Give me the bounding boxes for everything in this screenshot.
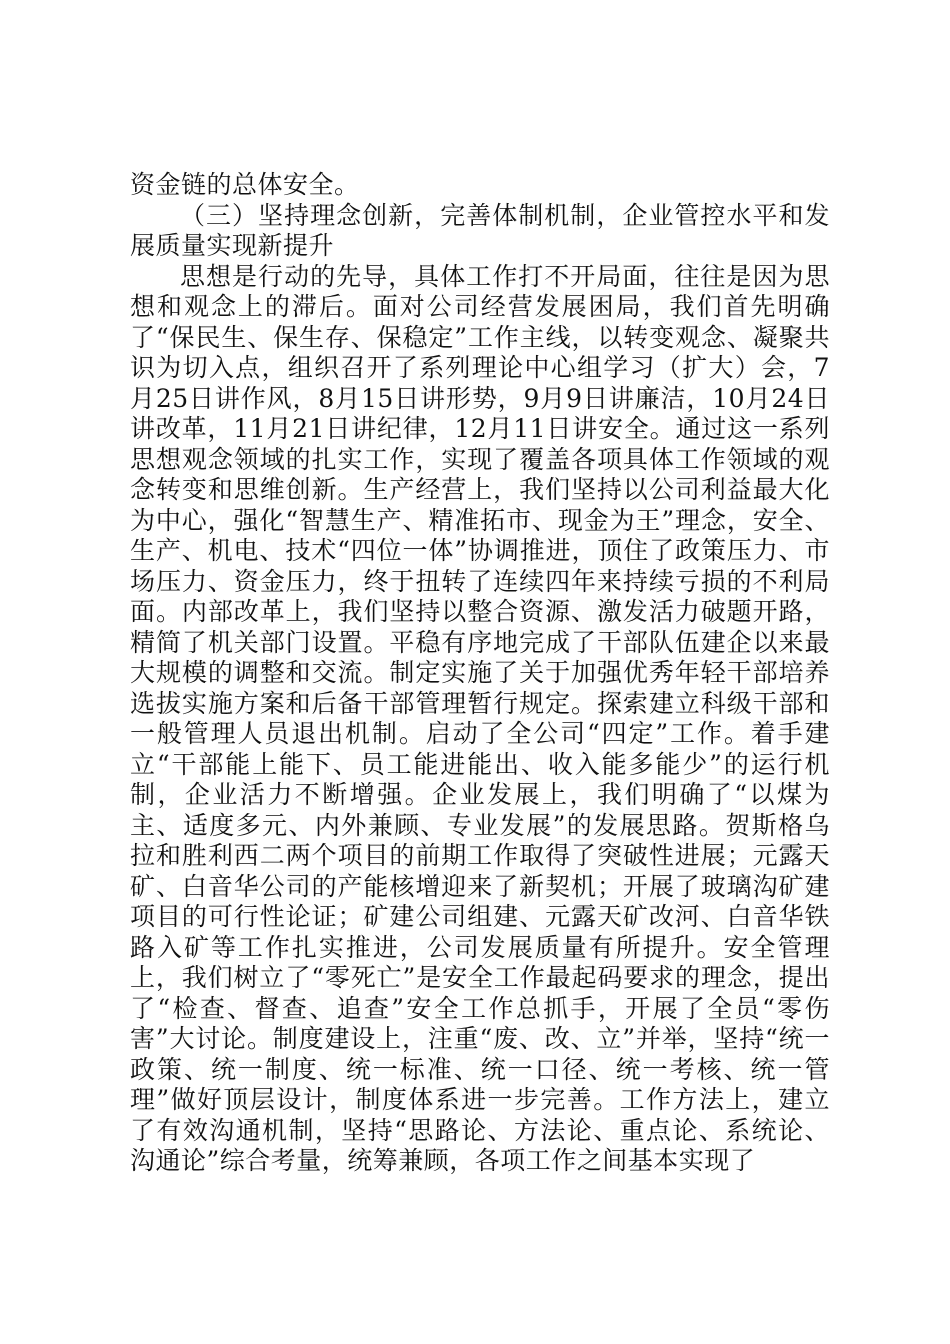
section-heading: （三）坚持理念创新，完善体制机制，企业管控水平和发展质量实现新提升 xyxy=(130,200,830,260)
continuation-text: 资金链的总体安全。 xyxy=(130,170,360,199)
body-paragraph: 思想是行动的先导，具体工作打不开局面，往往是因为思想和观念上的滞后。面对公司经营发展困局，我们首先明确了“保民生、保生存、保稳定”工作主线，以转变观念、凝聚共识为切入点，组织召开了系列理论中心组学习（扩大）会，7月25日讲作风，8月15日讲形势，9月9日讲廉洁，10月24日讲改革，11月21日讲纪律，12月11日讲安全。通过这一系列思想观念领域的扎实工作，实现了覆盖各项具体工作领域的观念转变和思维创新。生产经营上，我们坚持以公司利益最大化为中心，强化“智慧生产、精准拓市、现金为王”理念，安全、生产、机电、技术“四位一体”协调推进，顶住了政策压力、市场压力、资金压力，终于扭转了连续四年来持续亏损的不利局面。内部改革上，我们坚持以整合资源、激发活力破题开路，精简了机关部门设置。平稳有序地完成了干部队伍建企以来最大规模的调整和交流。制定实施了关于加强优秀年轻干部培养选拔实施方案和后备干部管理暂行规定。探索建立科级干部和一般管理人员退出机制。启动了全公司“四定”工作。着手建立“干部能上能下、员工能进能出、收入能多能少”的运行机制，企业活力不断增强。企业发展上，我们明确了“以煤为主、适度多元、内外兼顾、专业发展”的发展思路。贺斯格乌拉和胜利西二两个项目的前期工作取得了突破性进展；元露天矿、白音华公司的产能核增迎来了新契机；开展了玻璃沟矿建项目的可行性论证；矿建公司组建、元露天矿改河、白音华铁路入矿等工作扎实推进，公司发展质量有所提升。安全管理上，我们树立了“零死亡”是安全工作最起码要求的理念，提出了“检查、督查、追查”安全工作总抓手，开展了全员“零伤害”大讨论。制度建设上，注重“废、改、立”并举，坚持“统一政策、统一制度、统一标准、统一口径、统一考核、统一管理”做好顶层设计，制度体系进一步完善。工作方法上，建立了有效沟通机制，坚持“思路论、方法论、重点论、系统论、沟通论”综合考量，统筹兼顾，各项工作之间基本实现了 xyxy=(130,261,830,1175)
document-page xyxy=(130,170,830,1177)
